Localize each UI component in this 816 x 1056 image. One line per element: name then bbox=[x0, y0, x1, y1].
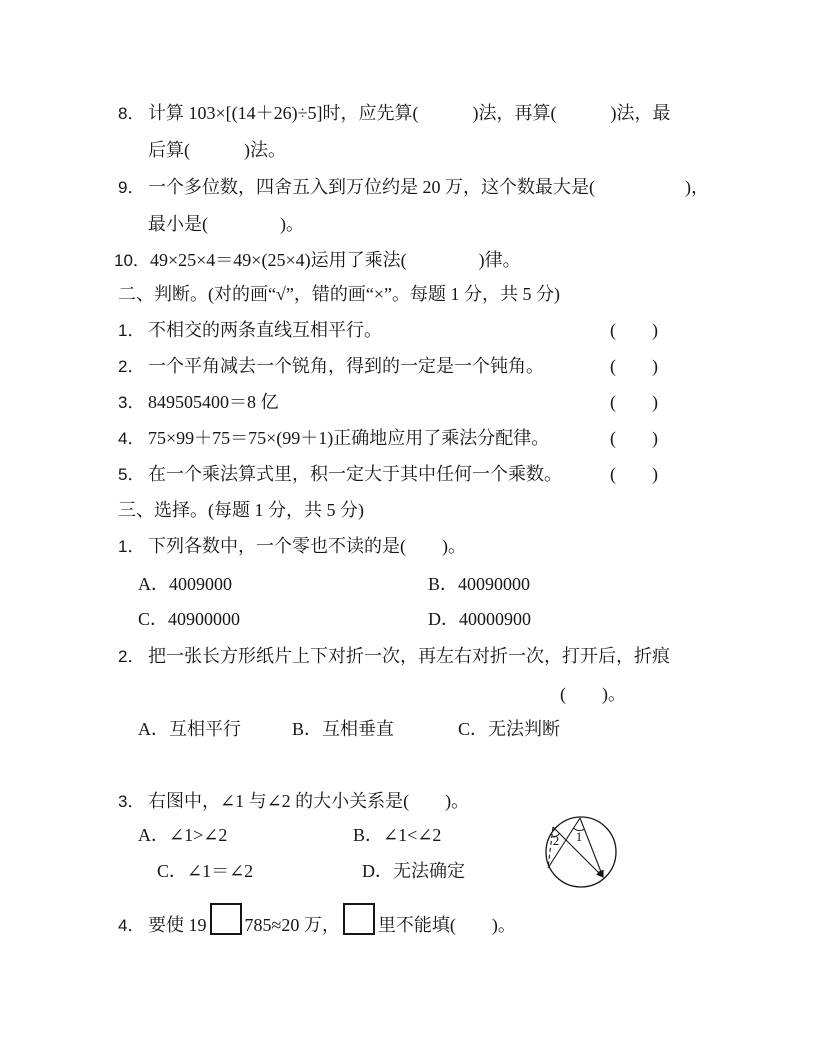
blank-square bbox=[343, 903, 375, 935]
question-9-text: 一个多位数，四舍五入到万位约是 20 万，这个数最大是( )， bbox=[148, 177, 709, 197]
choice-question-4 bbox=[118, 903, 516, 939]
judge-item-4 bbox=[118, 425, 549, 452]
fill-question-9-line1 bbox=[118, 174, 709, 201]
blank-square bbox=[210, 903, 242, 935]
choice-question-3-number: 3． bbox=[118, 792, 145, 811]
choice-question-2-text: 把一张长方形纸片上下对折一次，再左右对折一次，打开后，折痕 bbox=[148, 646, 670, 666]
judge-item-2 bbox=[118, 353, 544, 380]
angle-1-label: 1 bbox=[575, 829, 583, 844]
choice-question-1-number: 1． bbox=[118, 537, 145, 556]
judge-item-4-number: 4． bbox=[118, 429, 145, 448]
choice-question-1 bbox=[118, 533, 466, 560]
choice-q2-option-a: A．互相平行 bbox=[138, 719, 241, 739]
choice-q1-option-d: D．40000900 bbox=[428, 609, 531, 629]
judge-item-3-answer-bracket: ( ) bbox=[610, 392, 658, 412]
choice-q2-option-b: B．互相垂直 bbox=[292, 719, 395, 739]
question-9-number: 9． bbox=[118, 178, 145, 197]
question-10-text: 49×25×4＝49×(25×4)运用了乘法( )律。 bbox=[150, 250, 521, 270]
choice-q3-option-b: B．∠1<∠2 bbox=[353, 825, 442, 845]
choice-q1-option-a: A．4009000 bbox=[138, 574, 232, 594]
choice-q3-option-d: D．无法确定 bbox=[362, 861, 465, 881]
judge-item-2-number: 2． bbox=[118, 357, 145, 376]
chord-top-to-bottomright bbox=[580, 818, 603, 877]
judge-item-4-answer-bracket: ( ) bbox=[610, 428, 658, 448]
choice-q2-option-c: C．无法判断 bbox=[458, 719, 561, 739]
judge-item-3-number: 3． bbox=[118, 393, 145, 412]
judge-item-5 bbox=[118, 461, 562, 488]
angle-2-label: 2 bbox=[552, 833, 560, 848]
choice-q2-answer-bracket: ( )。 bbox=[560, 684, 626, 704]
fill-question-8-line1 bbox=[118, 100, 670, 127]
fill-question-10 bbox=[114, 247, 521, 274]
judge-section-header: 二、判断。(对的画“√”，错的画“×”。每题 1 分，共 5 分) bbox=[118, 284, 560, 304]
choice-question-4-text-pre: 要使 19 bbox=[148, 915, 207, 935]
fill-question-8-line2 bbox=[148, 137, 286, 163]
judge-item-1-number: 1． bbox=[118, 321, 145, 340]
choice-question-4-number: 4． bbox=[118, 916, 145, 935]
judge-item-5-answer-bracket: ( ) bbox=[610, 464, 658, 484]
choice-question-3-text: 右图中，∠1 与∠2 的大小关系是( )。 bbox=[148, 791, 470, 811]
fill-question-9-line2 bbox=[148, 211, 304, 237]
choice-question-3 bbox=[118, 788, 469, 815]
choice-q3-option-a: A．∠1>∠2 bbox=[138, 825, 228, 845]
judge-item-3-text: 849505400＝8 亿 bbox=[148, 392, 279, 412]
judge-item-4-text: 75×99＋75＝75×(99＋1)正确地应用了乘法分配律。 bbox=[148, 428, 550, 448]
question-8-number: 8． bbox=[118, 104, 145, 123]
judge-item-1-text: 不相交的两条直线互相平行。 bbox=[148, 320, 382, 340]
choice-q1-option-b: B．40090000 bbox=[428, 574, 531, 594]
judge-item-2-answer-bracket: ( ) bbox=[610, 356, 658, 376]
judge-item-3 bbox=[118, 389, 279, 416]
choice-question-2 bbox=[118, 643, 670, 670]
question-10-number: 10． bbox=[114, 251, 150, 270]
judge-item-5-text: 在一个乘法算式里，积一定大于其中任何一个乘数。 bbox=[148, 464, 562, 484]
choice-question-2-number: 2． bbox=[118, 647, 145, 666]
angle-circle-figure bbox=[543, 813, 621, 891]
question-9-text-continued: 最小是( )。 bbox=[148, 214, 304, 234]
choice-question-4-text-post: 里不能填( )。 bbox=[377, 915, 516, 935]
choice-q3-option-c: C．∠1＝∠2 bbox=[157, 861, 254, 881]
circle-outline bbox=[546, 817, 616, 887]
judge-item-5-number: 5． bbox=[118, 465, 145, 484]
choice-q1-option-c: C．40900000 bbox=[138, 609, 241, 629]
judge-item-2-text: 一个平角减去一个锐角，得到的一定是一个钝角。 bbox=[148, 356, 544, 376]
choice-section-header: 三、选择。(每题 1 分，共 5 分) bbox=[118, 500, 364, 520]
question-8-text: 计算 103×[(14＋26)÷5]时，应先算( )法，再算( )法，最 bbox=[148, 103, 671, 123]
choice-question-1-text: 下列各数中，一个零也不读的是( )。 bbox=[148, 536, 466, 556]
judge-item-1-answer-bracket: ( ) bbox=[610, 320, 658, 340]
judge-item-1 bbox=[118, 317, 382, 344]
choice-question-4-text-mid: 785≈20 万， bbox=[244, 915, 340, 935]
question-8-text-continued: 后算( )法。 bbox=[148, 140, 286, 160]
